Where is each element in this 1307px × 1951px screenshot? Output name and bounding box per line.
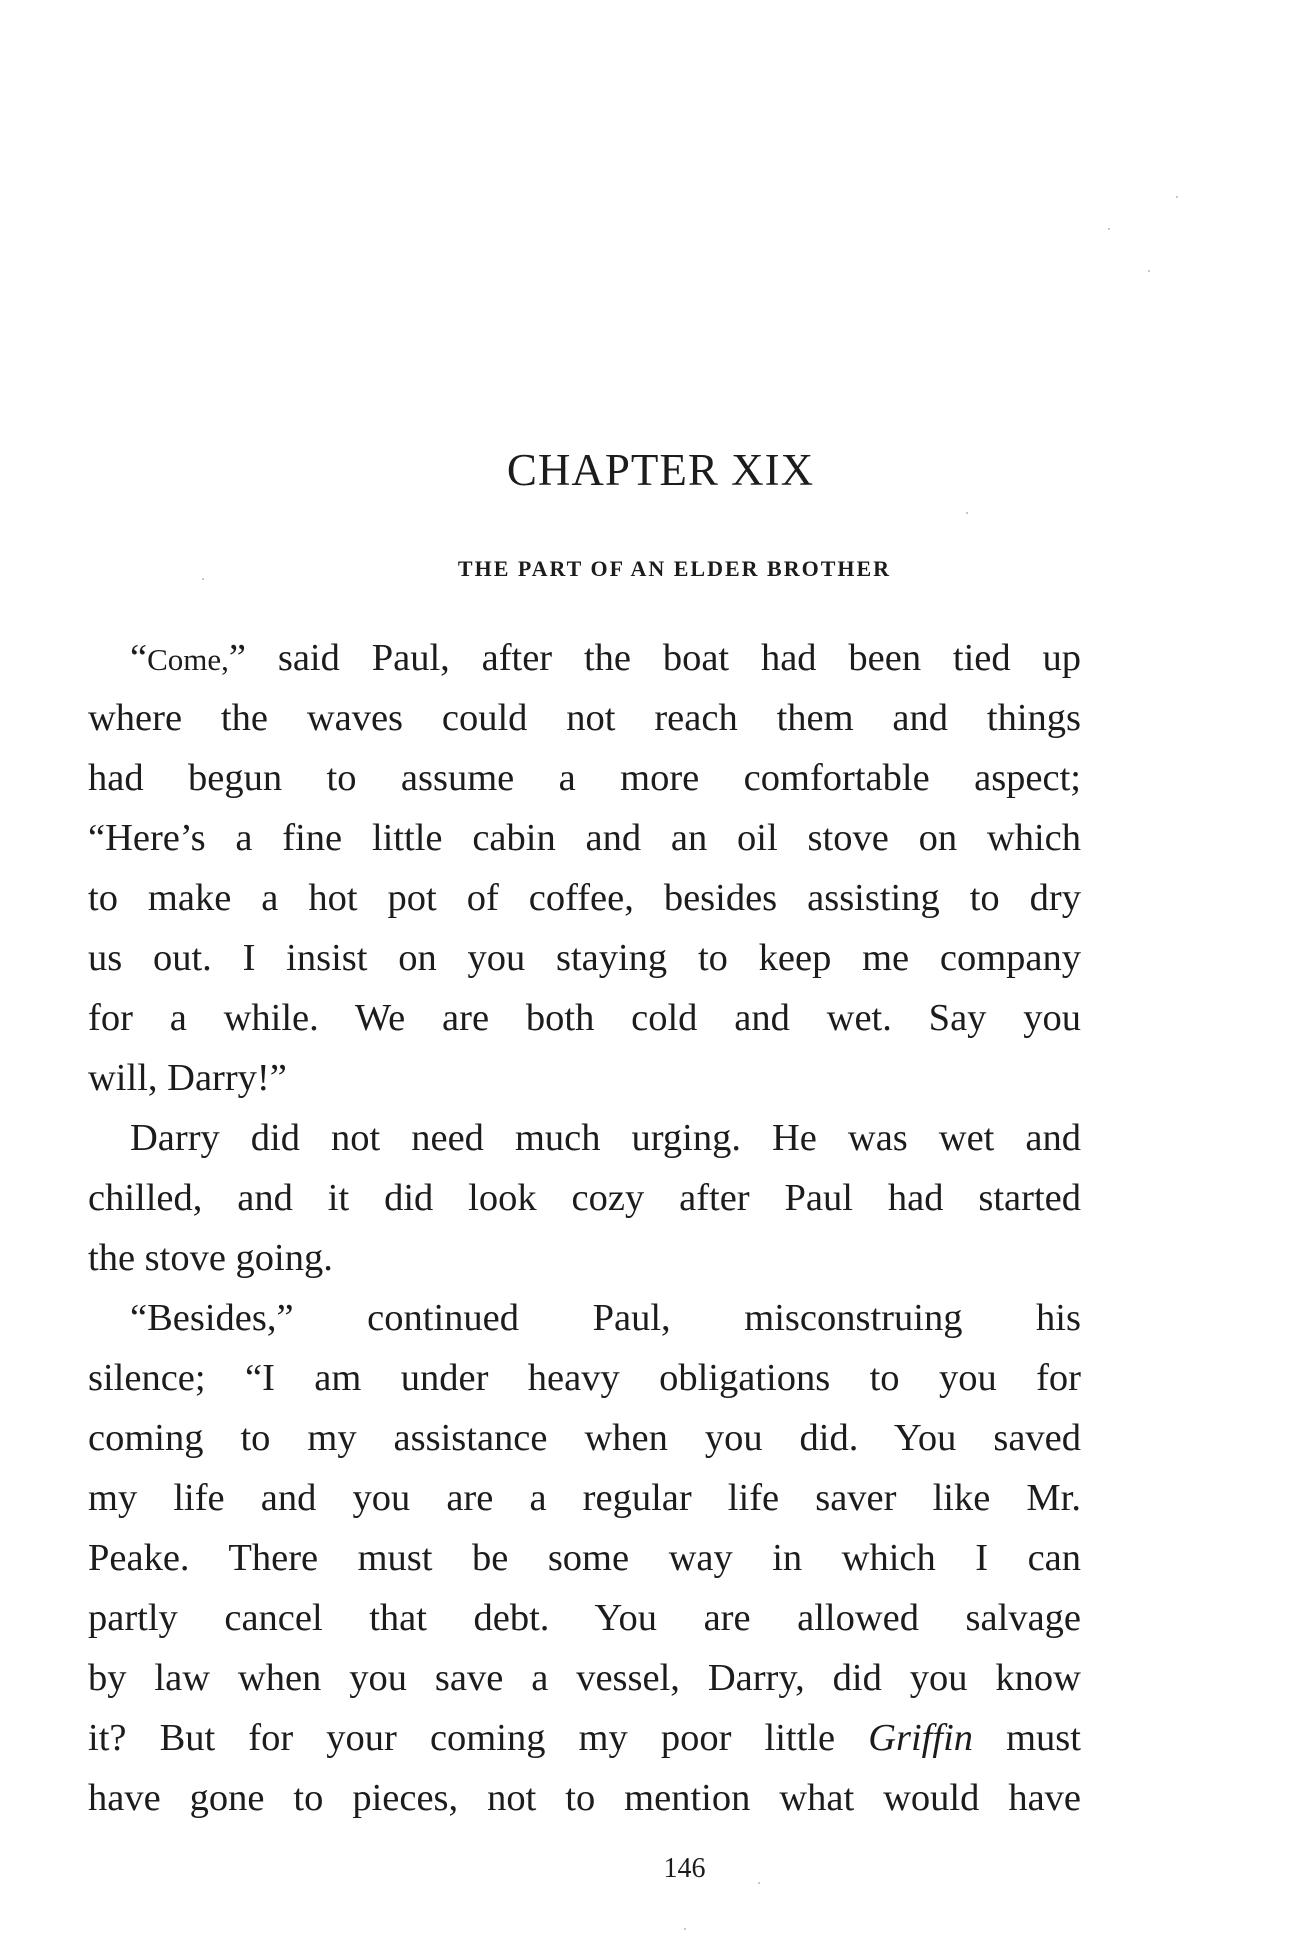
- text-line: coming to my assistance when you did. You saved: [88, 1417, 1081, 1459]
- text-line: my life and you are a regular life saver like Mr.: [88, 1477, 1081, 1519]
- chapter-subtitle: THE PART OF AN ELDER BROTHER: [457, 556, 892, 581]
- text-line: “Come,” said Paul, after the boat had been tied up: [130, 637, 1081, 679]
- text-line: Darry did not need much urging. He was wet and: [130, 1117, 1081, 1159]
- scan-speck: [684, 1928, 686, 1930]
- text-line: partly cancel that debt. You are allowed salvage: [88, 1597, 1081, 1639]
- text-line: have gone to pieces, not to mention what would have: [88, 1777, 1081, 1819]
- text-line: the stove going.: [88, 1237, 333, 1279]
- scan-speck: [1148, 270, 1150, 272]
- text-line: “Besides,” continued Paul, misconstruing his: [130, 1297, 1081, 1339]
- italic-ship-name: Griffin: [868, 1717, 974, 1759]
- text-line: for a while. We are both cold and wet. Say you: [88, 997, 1081, 1039]
- text-line: it? But for your coming my poor little Griffin must: [88, 1717, 1081, 1759]
- text-line: by law when you save a vessel, Darry, did you know: [88, 1657, 1081, 1699]
- chapter-title: CHAPTER XIX: [506, 445, 815, 495]
- body-text: [88, 628, 1081, 1828]
- text-line: where the waves could not reach them and things: [88, 697, 1081, 739]
- scan-speck: [1176, 196, 1178, 198]
- text-line: to make a hot pot of coffee, besides assisting to dry: [88, 877, 1081, 919]
- text-line: will, Darry!”: [88, 1057, 287, 1099]
- text-line: chilled, and it did look cozy after Paul had started: [88, 1177, 1081, 1219]
- text-line: silence; “I am under heavy obligations to you for: [88, 1357, 1081, 1399]
- text-line: us out. I insist on you staying to keep me company: [88, 937, 1081, 979]
- small-caps-word: Come,: [147, 642, 229, 677]
- page-number: 146: [663, 1853, 706, 1884]
- text-line: “Here’s a fine little cabin and an oil stove on which: [88, 817, 1081, 859]
- text-line: had begun to assume a more comfortable aspect;: [88, 757, 1081, 799]
- scan-speck: [1108, 228, 1110, 230]
- scan-speck: [966, 512, 968, 514]
- text-line: Peake. There must be some way in which I can: [88, 1537, 1081, 1579]
